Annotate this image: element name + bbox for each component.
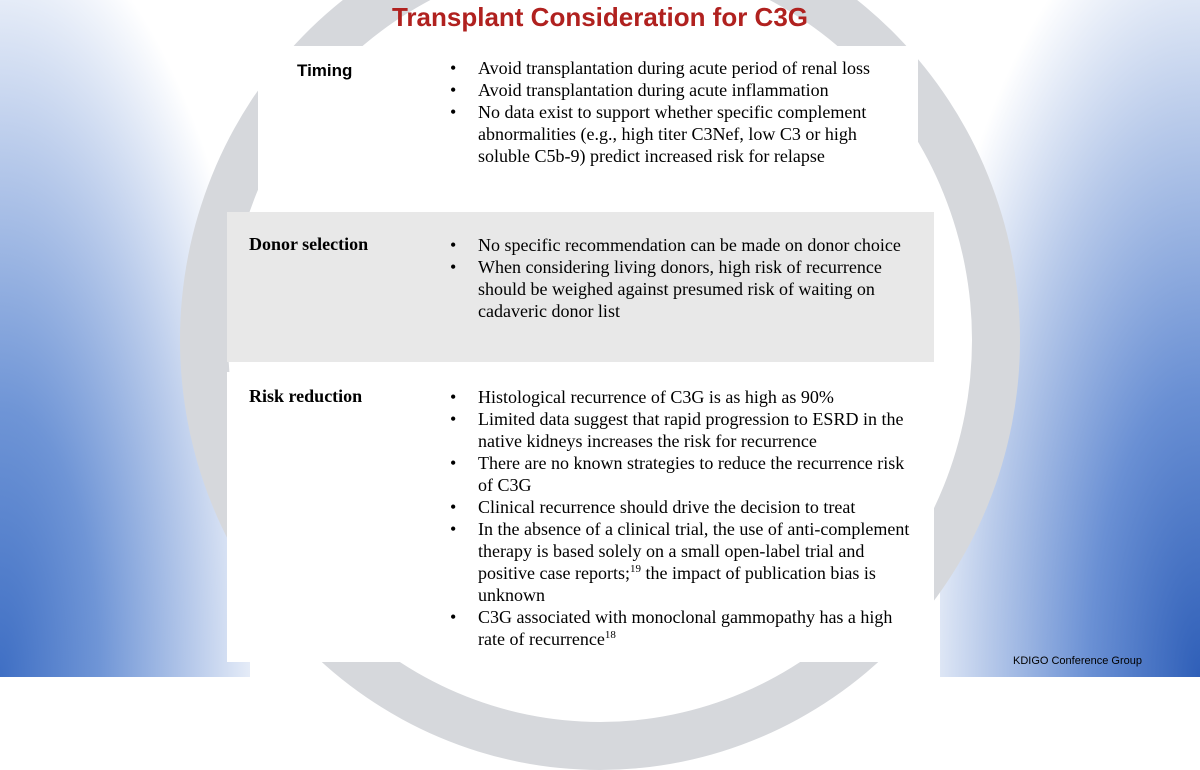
risk-reduction-bullet: • Histological recurrence of C3G is as high as 90% bbox=[450, 386, 920, 408]
timing-bullet: • Avoid transplantation during acute inflammation bbox=[450, 79, 910, 101]
timing-bullet-list bbox=[450, 57, 910, 167]
reference-superscript: 18 bbox=[604, 629, 616, 641]
bullet-text-tail: the impact of publication bias is unknown bbox=[478, 563, 876, 605]
risk-reduction-bullet: • Limited data suggest that rapid progression to ESRD in the native kidneys increases the risk for recurrence bbox=[450, 408, 920, 452]
timing-bullet: • No data exist to support whether specific complement abnormalities (e.g., high titer C3Nef, low C3 or high soluble C5b-9) predict increased risk for relapse bbox=[450, 101, 910, 167]
risk-reduction-bullet: • Clinical recurrence should drive the decision to treat bbox=[450, 496, 920, 518]
risk-reduction-bullet bbox=[450, 518, 920, 606]
reference-superscript: 19 bbox=[629, 563, 641, 575]
risk-reduction-bullet bbox=[450, 606, 920, 650]
timing-bullet: • Avoid transplantation during acute period of renal loss bbox=[450, 57, 910, 79]
risk-reduction-bullet: • There are no known strategies to reduce the recurrence risk of C3G bbox=[450, 452, 920, 496]
slide-title: Transplant Consideration for C3G bbox=[391, 2, 809, 32]
bullet-text: C3G associated with monoclonal gammopathy has a high rate of recurrence bbox=[478, 607, 893, 649]
donor-selection-label: Donor selection bbox=[249, 234, 369, 254]
donor-selection-bullet: • When considering living donors, high risk of recurrence should be weighed against presumed risk of waiting on cadaveric donor list bbox=[450, 256, 920, 322]
bullet-text: In the absence of a clinical trial, the use of anti-complement therapy is based solely on a small open-label trial and positive case reports; bbox=[478, 519, 910, 583]
donor-selection-bullet-list bbox=[450, 234, 920, 322]
donor-selection-bullet: • No specific recommendation can be made on donor choice bbox=[450, 234, 920, 256]
footer-credit: KDIGO Conference Group bbox=[1012, 655, 1142, 667]
risk-reduction-bullet-list bbox=[450, 386, 920, 650]
timing-label: Timing bbox=[297, 61, 353, 80]
risk-reduction-label: Risk reduction bbox=[249, 386, 363, 406]
